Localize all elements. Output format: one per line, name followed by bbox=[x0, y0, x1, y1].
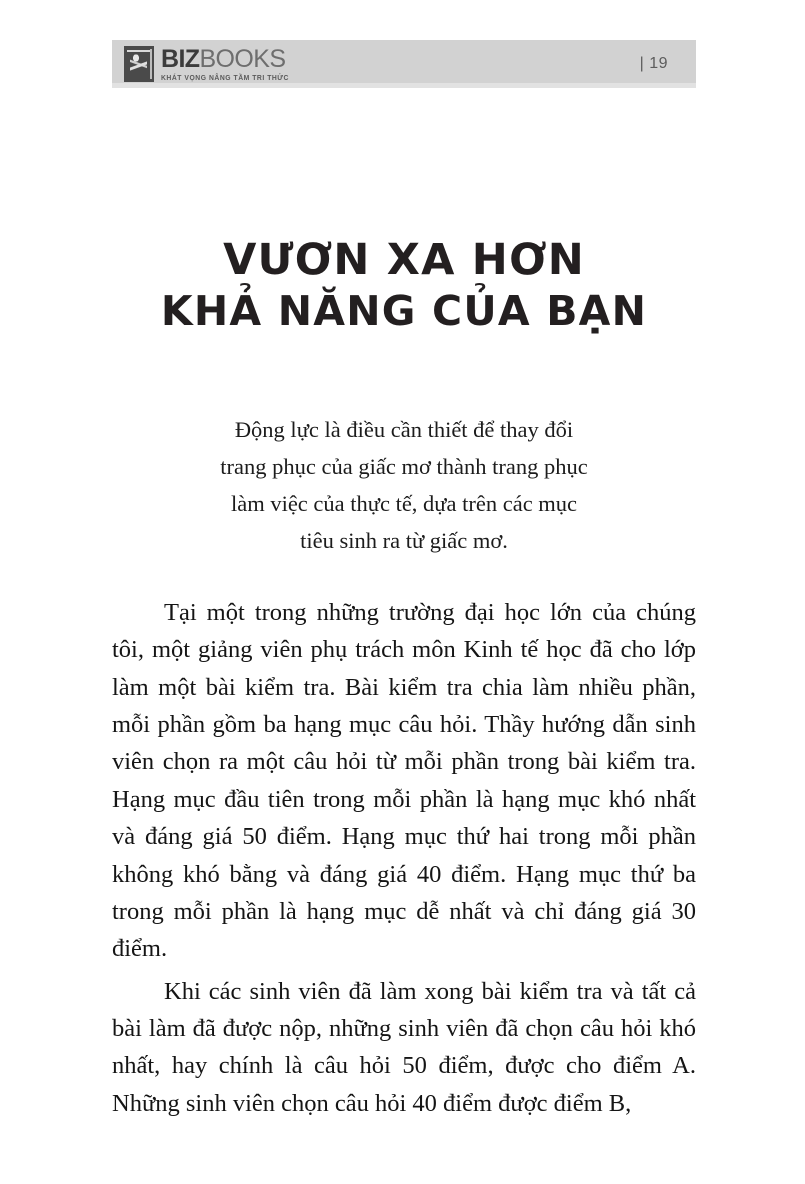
logo-word-books: BOOKS bbox=[199, 44, 286, 73]
publisher-logo bbox=[124, 46, 293, 82]
epigraph-line-3: làm việc của thực tế, dựa trên các mục bbox=[230, 490, 578, 516]
body-text bbox=[112, 594, 696, 1122]
logo-word-biz: BIZ bbox=[161, 44, 200, 73]
body-paragraph-1: Tại một trong những trường đại học lớn của chúng tôi, một giảng viên phụ trách môn Kinh tế học đã cho lớp làm một bài kiểm tra. Bài kiểm tra chia làm nhiều phần, mỗi phần gồm ba hạng mục câu hỏi. Thầy hướng dẫn sinh viên chọn ra một câu hỏi từ mỗi phần trong bài kiểm tra. Hạng mục đầu tiên trong mỗi phần là hạng mục khó nhất và đáng giá 50 điểm. Hạng mục thứ hai trong mỗi phần không khó bằng và đáng giá 40 điểm. Hạng mục thứ ba trong mỗi phần là hạng mục dễ nhất và chỉ đáng giá 30 điểm. bbox=[112, 599, 696, 963]
epigraph-line-1: Động lực là điều cần thiết để thay đổi bbox=[234, 417, 574, 442]
running-header bbox=[112, 40, 696, 88]
epigraph-line-2: trang phục của giấc mơ thành trang phục bbox=[220, 453, 588, 479]
logo-text-block bbox=[161, 44, 293, 82]
chapter-title-line-2: KHẢ NĂNG CỦA BẠN bbox=[160, 287, 648, 336]
body-paragraph-2: Khi các sinh viên đã làm xong bài kiểm tra và tất cả bài làm đã được nộp, những sinh viên đã chọn câu hỏi khó nhất, hay chính là câu hỏi 50 điểm, được cho điểm A. Những sinh viên chọn câu hỏi 40 điểm được điểm B, bbox=[112, 977, 696, 1117]
bizbooks-logo-mark-icon bbox=[124, 46, 154, 82]
chapter-title-line-1: VƯƠN XA HƠN bbox=[223, 234, 585, 285]
epigraph-line-4: tiêu sinh ra từ giấc mơ. bbox=[300, 527, 508, 553]
logo-wordmark bbox=[161, 44, 293, 73]
logo-tagline: KHÁT VỌNG NÂNG TẦM TRI THỨC bbox=[161, 74, 289, 82]
page-number: | 19 bbox=[639, 55, 668, 72]
chapter-title bbox=[112, 234, 696, 336]
chapter-epigraph bbox=[150, 412, 658, 560]
